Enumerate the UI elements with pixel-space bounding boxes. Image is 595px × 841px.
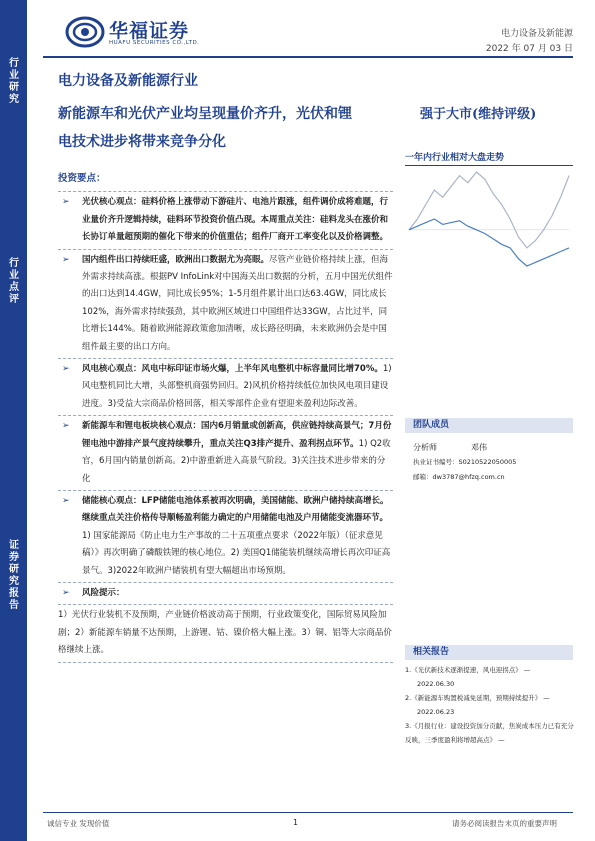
section-title: 投资要点： — [58, 173, 106, 184]
report-date: 2022.06.30 — [417, 680, 455, 688]
reports-header: 相关报告 — [405, 645, 573, 660]
arrow-icon: ➢ — [62, 364, 70, 375]
page-number: 1 — [293, 818, 299, 827]
point-export — [58, 252, 393, 356]
point-bold: LFP储能电池体系被再次明确，美国储能、欧洲户储持续高增长。继续重点关注价格传导顺畅盈利能力确定的户用储能电池及户用储能变流器环节。 — [82, 495, 389, 524]
logo-english: HUAFU SECURITIES CO.,LTD. — [109, 40, 200, 46]
team-header: 团队成员 — [405, 418, 573, 433]
point-storage — [58, 493, 393, 580]
point-bold: 硅料价格上涨带动下游硅片、电池片跟涨，组件调价成将难题，行业量价齐升逻辑持续，硅料环节投资价值凸现。本周重点关注：硅料龙头在涨价和长协订单量超预期的催化下带来的价值重估；组件厂商开工率变化以及价格调整。 — [82, 197, 389, 243]
sidebar — [0, 0, 27, 841]
industry-title: 电力设备及新能源行业 — [58, 73, 198, 89]
point-pv — [58, 194, 393, 246]
report-title — [58, 100, 403, 156]
divider — [58, 662, 393, 663]
arrow-icon: ➢ — [62, 495, 70, 506]
analyst-role: 分析师 — [413, 443, 437, 452]
analyst-email[interactable]: 邮箱：dw3787@hfzq.com.cn — [413, 473, 505, 481]
point-ev — [58, 418, 393, 488]
analyst-name: 邓伟 — [471, 443, 487, 452]
footer-slogan: 诚信专业 发现价值 — [47, 819, 110, 828]
sidebar-label-research: 行 业 研 究 — [9, 58, 19, 105]
title-line-1: 新能源车和光伏产业均呈现量价齐升，光伏和锂 — [58, 106, 352, 122]
report-item[interactable]: 3.《月报行业：建设投资加分贡献，焦炭成本压力已有充分反映，三季度盈利将增超高点》 — — [405, 722, 574, 744]
divider — [58, 490, 393, 491]
report-item[interactable]: 2.《新能源车购置税减免延期，预期持续提升》 — — [405, 694, 550, 702]
header-divider — [43, 56, 573, 58]
rating: 强于大市(维持评级) — [420, 107, 537, 122]
logo-emblem-icon — [65, 14, 105, 50]
report-item[interactable]: 1.《光伏新技术逐渐提速，风电迎拐点》 — — [405, 666, 531, 674]
divider — [58, 358, 393, 359]
report-date: 2022.06.23 — [417, 708, 455, 716]
point-text: 1)风电整机同比大增，头部整机商强势回归。2)风机价格持续低位加快风电项目建设进度。3)受益大宗商品价格回落，相关零部件企业有望迎来盈利边际改善。 — [82, 364, 392, 409]
divider — [58, 191, 393, 192]
analyst-license: 执业证书编号：S0210522050005 — [413, 458, 517, 466]
page-header — [27, 0, 595, 56]
point-text: 1) Q2收官，6月国内销量创新高。2)中游重新进入高景气阶段。3)关注技术进步带来的分化 — [82, 438, 391, 484]
divider — [58, 415, 393, 416]
footer-divider — [43, 812, 573, 813]
arrow-icon: ➢ — [62, 254, 70, 265]
divider — [58, 249, 393, 250]
chart-title: 一年内行业相对大盘走势 — [405, 150, 573, 166]
arrow-icon: ➢ — [62, 421, 70, 432]
point-lead: 储能核心观点： — [82, 495, 142, 506]
header-date: 2022 年 07 月 03 日 — [485, 44, 573, 54]
point-text: 1) 国家能源局《防止电力生产事故的二十五项重点要求（2022年版）（征求意见稿）》再次明确了磷酸铁锂的核心地位。2) 美国Q1储能装机继续高增长再次印证高景气。3)2022年欧洲户储装机有望大幅超出市场预期。 — [82, 530, 391, 576]
point-lead: 风电核心观点： — [82, 364, 142, 375]
team-block — [413, 440, 516, 485]
footer-disclaimer: 请务必阅读报告末页的重要声明 — [452, 819, 557, 828]
company-logo — [65, 14, 265, 52]
point-lead: 光伏核心观点： — [82, 197, 142, 208]
point-lead: 风险提示： — [82, 587, 125, 598]
risk-text: 1）光伏行业装机不及预期，产业链价格波动高于预期，行业政策变化，国际贸易风险加剧；2）新能源车销量不达预期，上游锂、钴、镍价格大幅上涨。3）铜、铝等大宗商品价格继续上涨。 — [58, 610, 392, 656]
sidebar-label-review: 行 业 点 评 — [9, 258, 19, 305]
point-lead: 国内组件出口持续旺盛，欧洲出口数据尤为亮眼。 — [82, 254, 270, 265]
related-reports — [405, 663, 575, 747]
point-bold: 国内6月销量或创新高，供应链持续高景气；7月份锂电池中游排产景气度持续攀升，重点关注Q3排产提升、盈利拐点环节。 — [82, 421, 392, 449]
point-risk — [58, 585, 393, 602]
analyst-row — [413, 440, 516, 455]
logo-chinese: 华福证券 — [109, 20, 190, 42]
sidebar-label-report: 证 券 研 究 报 告 — [9, 540, 19, 611]
point-text: 尽管产业链价格持续上涨，但海外需求持续高涨。根据PV InfoLink对中国海关出口数据的分析，五月中国光伏组件的出口达到14.4GW，同比成长95%；1-5月组件累计出口达63.4GW，同比成长102%，海外需求持续强劲，其中欧洲区域进口中国组件达33GW，占比过半，同比增长144%。随着欧洲能源政策愈加清晰，成长路径明确，未来欧洲仍会是中国组件最主要的出口方向。 — [82, 254, 393, 352]
point-bold: 风电中标印证市场火爆，上半年风电整机中标容量同比增70%。 — [141, 364, 383, 375]
title-line-2: 电技术进步将带来竞争分化 — [58, 134, 226, 150]
point-wind — [58, 361, 393, 413]
divider — [58, 582, 393, 583]
point-lead: 新能源车和锂电板块核心观点： — [82, 421, 202, 432]
relative-performance-chart — [405, 164, 573, 274]
arrow-icon: ➢ — [62, 197, 70, 208]
header-category: 电力设备及新能源 — [500, 29, 573, 39]
chart-series-line-1 — [409, 219, 569, 266]
divider — [58, 604, 393, 605]
investment-points — [58, 170, 393, 665]
header-meta — [486, 27, 573, 57]
arrow-icon: ➢ — [62, 587, 70, 598]
